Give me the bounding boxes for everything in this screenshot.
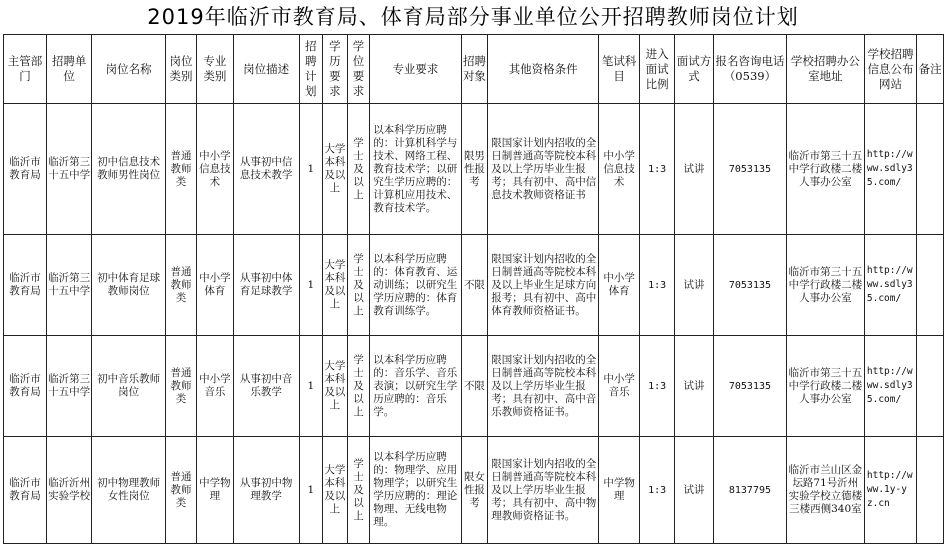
cell-target: 不限 bbox=[461, 235, 488, 336]
cell-phone: 7053135 bbox=[714, 104, 787, 235]
cell-degree: 学士及以上 bbox=[347, 104, 370, 235]
cell-other: 限国家计划内招收的全日制普通高等院校本科及以上毕业生足球方向报考；具有初中、高中体育教师资格证书。 bbox=[488, 235, 599, 336]
cell-phone: 7053135 bbox=[714, 336, 787, 437]
cell-note bbox=[917, 437, 944, 544]
header-other: 其他资格条件 bbox=[488, 35, 599, 104]
cell-website-link[interactable]: http://www.sdly35.com/ bbox=[864, 336, 916, 437]
header-website: 学校招聘信息公布网站 bbox=[864, 35, 916, 104]
cell-unit: 临沂第三十五中学 bbox=[47, 104, 92, 235]
header-row bbox=[4, 35, 944, 104]
cell-ratio: 1:3 bbox=[640, 104, 675, 235]
cell-plan: 1 bbox=[299, 437, 323, 544]
cell-website-link[interactable]: http://www.sdly35.com/ bbox=[864, 104, 916, 235]
cell-major-req: 以本科学历应聘的：计算机科学与技术、网络工程、教育技术学；以研究生学历应聘的：计算机应用技术、教育技术学。 bbox=[370, 104, 461, 235]
cell-education: 大学本科及以上 bbox=[323, 104, 348, 235]
header-category: 岗位类别 bbox=[166, 35, 197, 104]
cell-degree: 学士及以上 bbox=[347, 437, 370, 544]
header-unit: 招聘单位 bbox=[47, 35, 92, 104]
cell-education: 大学本科及以上 bbox=[323, 336, 348, 437]
cell-dept: 临沂市教育局 bbox=[4, 437, 47, 544]
cell-description: 从事初中物理教学 bbox=[233, 437, 299, 544]
cell-phone: 8137795 bbox=[714, 437, 787, 544]
table-row bbox=[4, 235, 944, 336]
cell-ratio: 1:3 bbox=[640, 336, 675, 437]
cell-interview: 试讲 bbox=[675, 235, 714, 336]
cell-position: 初中体育足球教师岗位 bbox=[92, 235, 166, 336]
cell-description: 从事初中音乐教学 bbox=[233, 336, 299, 437]
cell-target: 限男性报考 bbox=[461, 104, 488, 235]
header-position: 岗位名称 bbox=[92, 35, 166, 104]
cell-ratio: 1:3 bbox=[640, 437, 675, 544]
cell-interview: 试讲 bbox=[675, 336, 714, 437]
cell-unit: 临沂沂州实验学校 bbox=[47, 437, 92, 544]
cell-address: 临沂市第三十五中学行政楼二楼人事办公室 bbox=[786, 336, 864, 437]
cell-category: 普通教师类 bbox=[166, 336, 197, 437]
table-row bbox=[4, 336, 944, 437]
cell-major-type: 中小学体育 bbox=[196, 235, 233, 336]
cell-major-req: 以本科学历应聘的：物理学、应用物理学；以研究生学历应聘的：理论物理、无线电物理。 bbox=[370, 437, 461, 544]
cell-education: 大学本科及以上 bbox=[323, 235, 348, 336]
cell-dept: 临沂市教育局 bbox=[4, 336, 47, 437]
cell-major-req: 以本科学历应聘的：音乐学、音乐表演；以研究生学历应聘的：音乐学。 bbox=[370, 336, 461, 437]
cell-exam: 中学物理 bbox=[599, 437, 640, 544]
header-major-type: 专业类别 bbox=[196, 35, 233, 104]
header-ratio: 进入面试比例 bbox=[640, 35, 675, 104]
cell-target: 不限 bbox=[461, 336, 488, 437]
cell-address: 临沂市第三十五中学行政楼二楼人事办公室 bbox=[786, 104, 864, 235]
cell-other: 限国家计划内招收的全日制普通高等院校本科及以上学历毕业生报考；具有初中、高中信息技术教师资格证书 bbox=[488, 104, 599, 235]
cell-note bbox=[917, 336, 944, 437]
header-phone: 报名咨询电话（0539） bbox=[714, 35, 787, 104]
cell-description: 从事初中信息技术教学 bbox=[233, 104, 299, 235]
cell-category: 普通教师类 bbox=[166, 235, 197, 336]
cell-degree: 学士及以上 bbox=[347, 235, 370, 336]
cell-ratio: 1:3 bbox=[640, 235, 675, 336]
recruitment-table bbox=[3, 34, 944, 544]
cell-major-req: 以本科学历应聘的：体育教育、运动训练；以研究生学历应聘的：体育教育训练学。 bbox=[370, 235, 461, 336]
header-major-req: 专业要求 bbox=[370, 35, 461, 104]
cell-category: 普通教师类 bbox=[166, 104, 197, 235]
cell-exam: 中小学体育 bbox=[599, 235, 640, 336]
cell-exam: 中小学信息技术 bbox=[599, 104, 640, 235]
cell-category: 普通教师类 bbox=[166, 437, 197, 544]
header-plan: 招聘计划 bbox=[299, 35, 323, 104]
cell-address: 临沂市第三十五中学行政楼二楼人事办公室 bbox=[786, 235, 864, 336]
cell-unit: 临沂第三十五中学 bbox=[47, 235, 92, 336]
cell-dept: 临沂市教育局 bbox=[4, 104, 47, 235]
cell-note bbox=[917, 104, 944, 235]
header-degree: 学位要求 bbox=[347, 35, 370, 104]
header-interview: 面试方式 bbox=[675, 35, 714, 104]
cell-major-type: 中学物理 bbox=[196, 437, 233, 544]
header-exam: 笔试科目 bbox=[599, 35, 640, 104]
cell-degree: 学士及以上 bbox=[347, 336, 370, 437]
cell-dept: 临沂市教育局 bbox=[4, 235, 47, 336]
cell-target: 限女性报考 bbox=[461, 437, 488, 544]
cell-position: 初中信息技术教师男性岗位 bbox=[92, 104, 166, 235]
cell-exam: 中小学音乐 bbox=[599, 336, 640, 437]
header-address: 学校招聘办公室地址 bbox=[786, 35, 864, 104]
cell-education: 大学本科及以上 bbox=[323, 437, 348, 544]
cell-interview: 试讲 bbox=[675, 437, 714, 544]
cell-interview: 试讲 bbox=[675, 104, 714, 235]
cell-position: 初中物理教师女性岗位 bbox=[92, 437, 166, 544]
cell-website-link[interactable]: http://www.1y-yz.cn bbox=[864, 437, 916, 544]
cell-unit: 临沂第三十五中学 bbox=[47, 336, 92, 437]
cell-address: 临沂市兰山区金坛路71号沂州实验学校立德楼三楼西侧340室 bbox=[786, 437, 864, 544]
cell-phone: 7053135 bbox=[714, 235, 787, 336]
table-row bbox=[4, 437, 944, 544]
cell-major-type: 中小学音乐 bbox=[196, 336, 233, 437]
cell-plan: 1 bbox=[299, 235, 323, 336]
header-description: 岗位描述 bbox=[233, 35, 299, 104]
header-dept: 主管部门 bbox=[4, 35, 47, 104]
header-education: 学历要求 bbox=[323, 35, 348, 104]
cell-major-type: 中小学信息技术 bbox=[196, 104, 233, 235]
cell-other: 限国家计划内招收的全日制普通高等院校本科及以上学历毕业生报考；具有初中、高中音乐教师资格证书。 bbox=[488, 336, 599, 437]
cell-plan: 1 bbox=[299, 336, 323, 437]
cell-website-link[interactable]: http://www.sdly35.com/ bbox=[864, 235, 916, 336]
cell-position: 初中音乐教师岗位 bbox=[92, 336, 166, 437]
cell-plan: 1 bbox=[299, 104, 323, 235]
header-target: 招聘对象 bbox=[461, 35, 488, 104]
cell-description: 从事初中体育足球教学 bbox=[233, 235, 299, 336]
cell-note bbox=[917, 235, 944, 336]
page-title: 2019年临沂市教育局、体育局部分事业单位公开招聘教师岗位计划 bbox=[147, 5, 799, 29]
table-row bbox=[4, 104, 944, 235]
cell-other: 限国家计划内招收的全日制普通高等院校本科及以上学历毕业生报考；具有初中、高中物理教师资格证书。 bbox=[488, 437, 599, 544]
header-note: 备注 bbox=[917, 35, 944, 104]
